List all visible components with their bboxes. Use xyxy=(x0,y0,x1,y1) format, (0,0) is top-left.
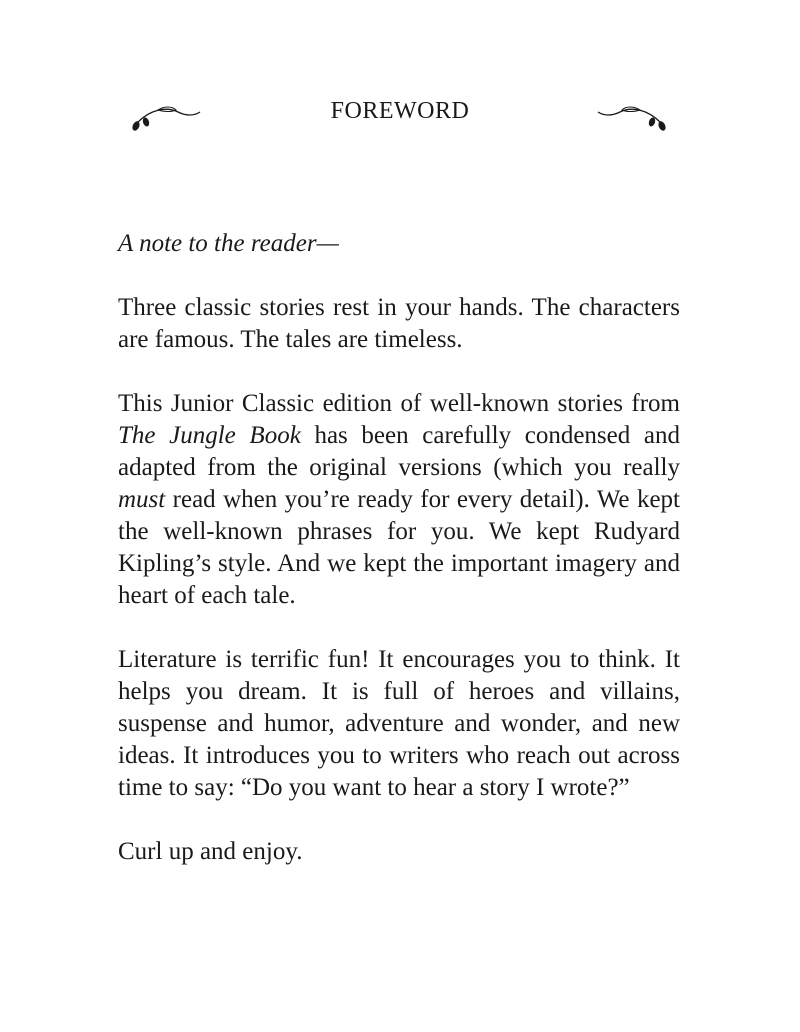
book-title: The Jungle Book xyxy=(118,422,301,449)
paragraph-intro: Three classic stories rest in your hands. The characters are famous. The tales are timeless. xyxy=(118,294,680,353)
salutation: A note to the reader— xyxy=(118,230,339,257)
paragraph-edition-text: read when you’re ready for every detail). We kept the well-known phrases for you. We kept Rudyard Kipling’s style. And we kept the important imagery and heart of each tale. xyxy=(118,486,680,609)
paragraph-edition xyxy=(118,388,680,612)
paragraph-edition-text: has been carefully condensed and adapted from the original versions (which you really xyxy=(118,422,680,481)
emphasis-must: must xyxy=(118,486,166,513)
paragraph-closing: Curl up and enjoy. xyxy=(118,838,303,865)
paragraph-literature: Literature is terrific fun! It encourages you to think. It helps you dream. It is full of heroes and villains, suspense and humor, adventure and wonder, and new ideas. It introduces you to writers who reach out across time to say: “Do you want to hear a story I wrote?” xyxy=(118,646,680,801)
vine-flourish-icon xyxy=(596,100,670,132)
paragraph-edition-text: This Junior Classic edition of well-known stories from xyxy=(118,390,680,417)
page-header xyxy=(0,94,800,134)
foreword-body xyxy=(118,228,680,868)
page-title: FOREWORD xyxy=(330,98,470,124)
